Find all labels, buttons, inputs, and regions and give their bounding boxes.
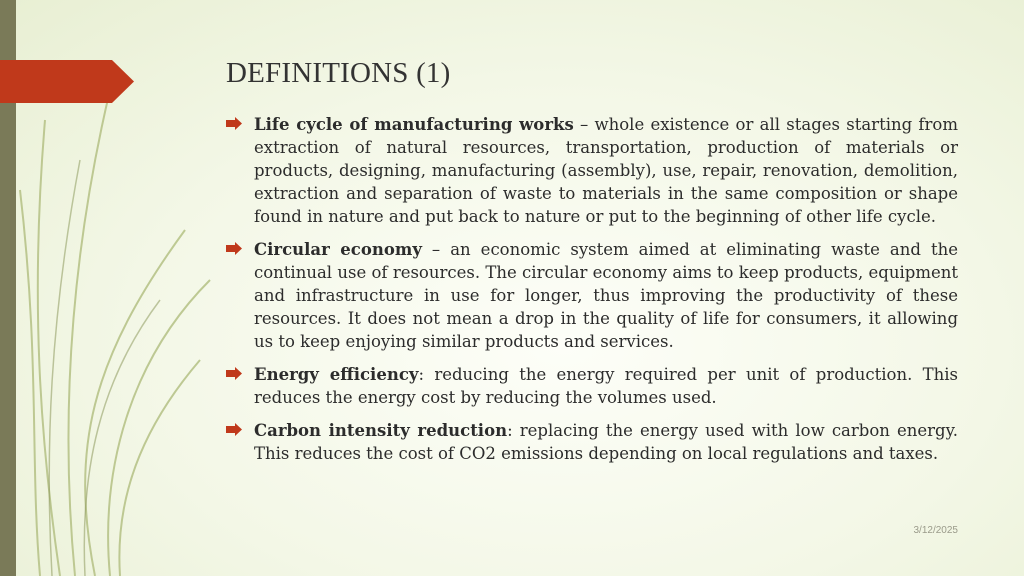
definition-text: – whole existence or all stages starting from extraction of natural resources, transportation, production of materials or products, designing, manufacturing (assembly), use, repair, renovation, demolition, extraction and separation of waste to materials in the same composition or shape found in nature and put back to nature or put to the beginning of other life cycle. bbox=[254, 115, 958, 226]
definition-term: Life cycle of manufacturing works bbox=[254, 115, 574, 134]
definition-term: Carbon intensity reduction bbox=[254, 421, 508, 440]
definition-life-cycle bbox=[226, 113, 958, 228]
definition-circular-economy bbox=[226, 238, 958, 353]
arrow-right-icon bbox=[226, 242, 242, 255]
title-accent-arrow bbox=[0, 60, 134, 103]
definition-text: : replacing the energy used with low carbon energy. This reduces the cost of CO2 emissions depending on local regulations and taxes. bbox=[254, 421, 958, 463]
definition-term: Circular economy bbox=[254, 240, 422, 259]
slide-title: DEFINITIONS (1) bbox=[226, 57, 451, 89]
slide-date: 3/12/2025 bbox=[913, 525, 958, 536]
definitions-list bbox=[226, 113, 958, 475]
definition-text: – an economic system aimed at eliminating waste and the continual use of resources. The circular economy aims to keep products, equipment and infrastructure in use for longer, thus improving the productivity of these resources. It does not mean a drop in the quality of life for consumers, it allowing us to keep enjoying similar products and services. bbox=[254, 240, 958, 351]
arrow-right-icon bbox=[226, 117, 242, 130]
definition-energy-efficiency bbox=[226, 363, 958, 409]
definition-term: Energy efficiency bbox=[254, 365, 419, 384]
definition-carbon-intensity bbox=[226, 419, 958, 465]
arrow-right-icon bbox=[226, 423, 242, 436]
definition-text: : reducing the energy required per unit of production. This reduces the energy cost by reducing the volumes used. bbox=[254, 365, 958, 407]
arrow-right-icon bbox=[226, 367, 242, 380]
